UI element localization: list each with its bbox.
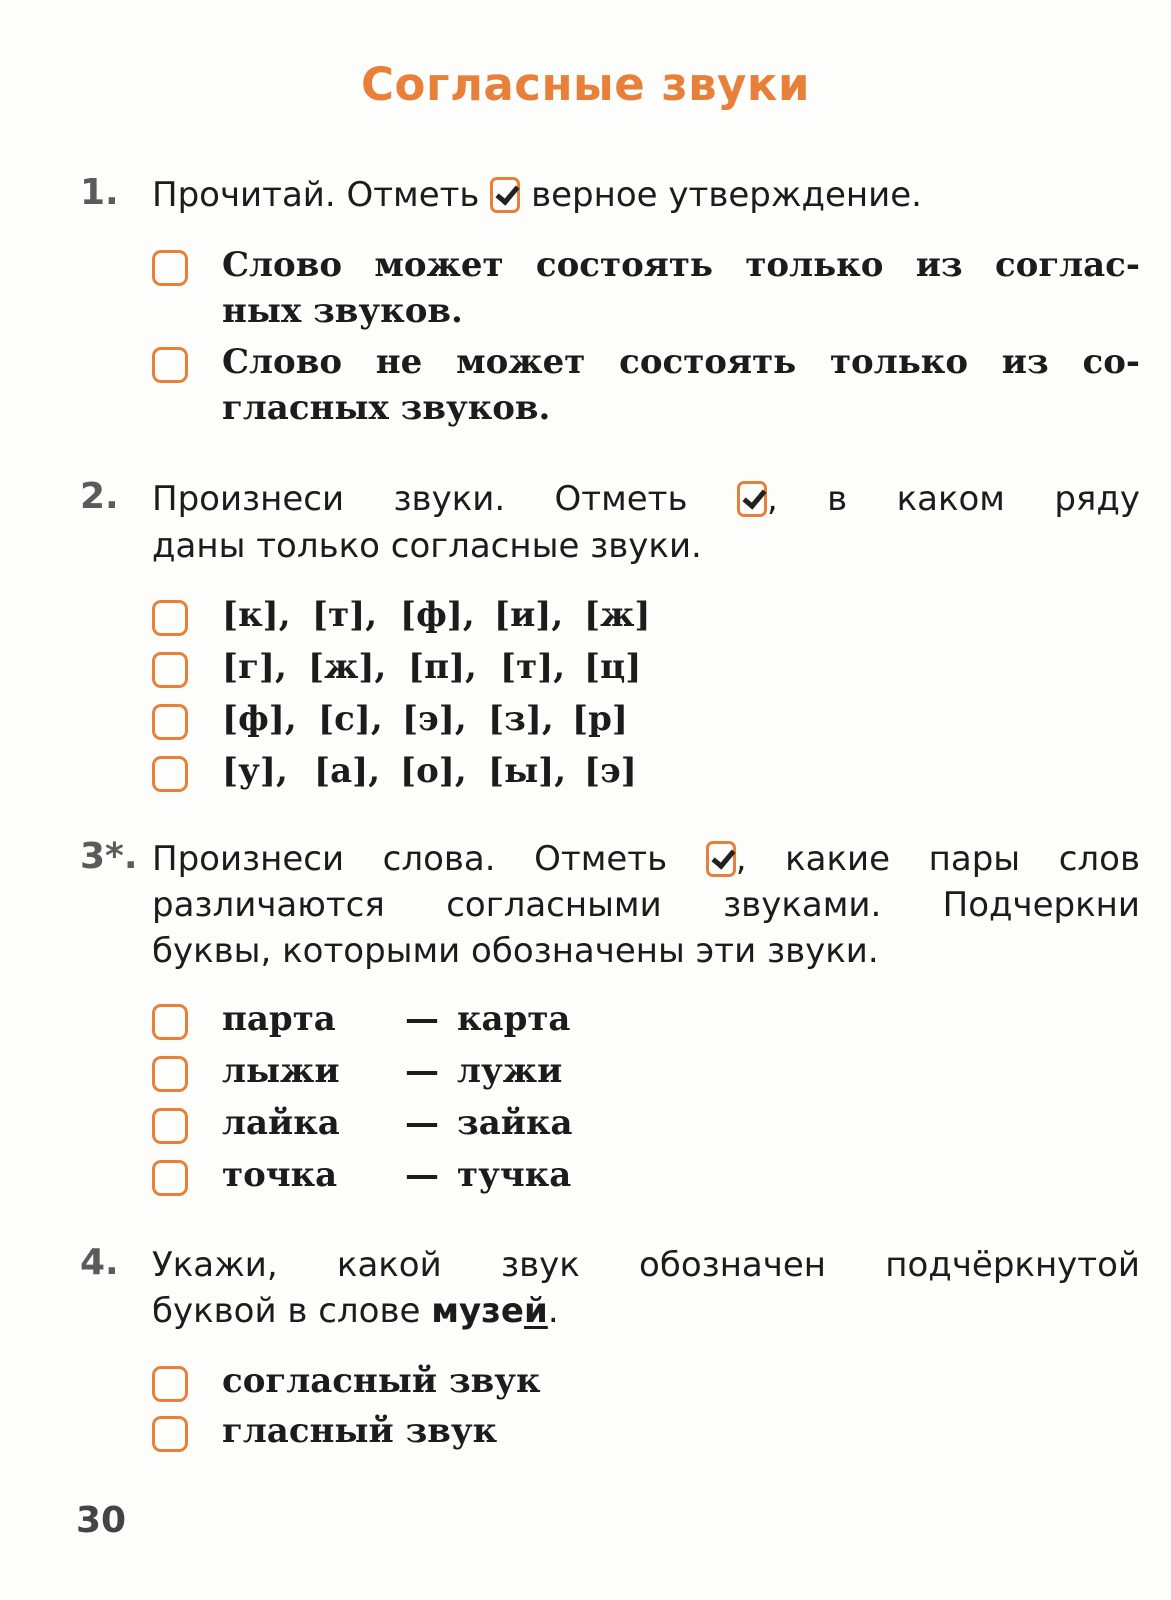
word: карта <box>457 999 571 1039</box>
sound-row <box>222 644 1140 690</box>
word-pair <box>222 1100 1140 1146</box>
checkbox[interactable] <box>152 1416 188 1452</box>
checkbox[interactable] <box>152 652 188 688</box>
dash: — <box>405 1103 439 1143</box>
task-instruction <box>152 476 1140 523</box>
option-text: согласный звук <box>222 1361 541 1401</box>
checkbox[interactable] <box>152 704 188 740</box>
word: точка <box>222 1155 338 1195</box>
option-text: гласных звуков. <box>222 388 551 428</box>
task-instruction: даны только согласные звуки. <box>152 526 702 566</box>
word-pair <box>222 1152 1140 1198</box>
word-pair <box>222 1048 1140 1094</box>
dash: — <box>405 999 439 1039</box>
page-title: Согласные звуки <box>361 58 810 111</box>
checkbox[interactable] <box>152 1108 188 1144</box>
checkbox[interactable] <box>152 756 188 792</box>
sound: [р] <box>572 699 628 739</box>
task-number: 3*. <box>80 836 138 877</box>
sound: [ф], <box>400 595 475 635</box>
page-number: 30 <box>76 1500 127 1541</box>
instruction-text: , в каком ряду <box>766 479 1141 519</box>
task-number: 2. <box>80 476 119 517</box>
sound: [т], <box>312 595 378 635</box>
sound: [ж], <box>308 647 387 687</box>
sound-row <box>222 592 1140 638</box>
sound: [и], <box>494 595 564 635</box>
task-number: 1. <box>80 172 119 213</box>
sound: [ж] <box>584 595 651 635</box>
underlined-letter: й <box>524 1291 548 1331</box>
word-pair <box>222 996 1140 1042</box>
word: лыжи <box>222 1051 340 1091</box>
instruction-text: Произнеси звуки. Отметь <box>152 479 688 519</box>
keyword <box>431 1291 548 1331</box>
option-text: Слово может состоять только из соглас- <box>222 245 1140 285</box>
task-instruction <box>152 836 1140 883</box>
sound: [т], <box>500 647 566 687</box>
dash: — <box>405 1051 439 1091</box>
sound: [з], <box>488 699 554 739</box>
sound: [у], <box>222 751 288 791</box>
sound: [о], <box>400 751 467 791</box>
word: парта <box>222 999 336 1039</box>
sound: [п], <box>408 647 477 687</box>
word: зайка <box>457 1103 573 1143</box>
word: тучка <box>457 1155 572 1195</box>
sound: [ц] <box>584 647 642 687</box>
checkbox[interactable] <box>152 1366 188 1402</box>
task-instruction: буквы, которыми обозначены эти звуки. <box>152 931 879 971</box>
task-number: 4. <box>80 1242 119 1283</box>
task-instruction: Укажи, какой звук обозначен подчёркнутой <box>152 1245 1140 1285</box>
sound: [г], <box>222 647 287 687</box>
instruction-text: Прочитай. Отметь <box>152 175 480 215</box>
word: лайка <box>222 1103 340 1143</box>
instruction-text: верное утверждение. <box>531 175 922 215</box>
sound: [ы], <box>488 751 567 791</box>
option-text: ных звуков. <box>222 291 463 331</box>
checkbox[interactable] <box>152 1004 188 1040</box>
option-text: гласный звук <box>222 1411 498 1451</box>
checkmark-icon <box>490 177 520 213</box>
task-instruction <box>152 172 1140 219</box>
instruction-text: . <box>547 1291 559 1331</box>
option-text: Слово не может состоять только из со- <box>222 342 1140 382</box>
checkbox[interactable] <box>152 347 188 383</box>
checkbox[interactable] <box>152 1056 188 1092</box>
task-instruction <box>152 1288 1140 1335</box>
task-instruction: различаются согласными звуками. Подчеркни <box>152 885 1140 925</box>
sound-row <box>222 696 1140 742</box>
sound: [э], <box>402 699 467 739</box>
word: лужи <box>457 1051 563 1091</box>
sound: [к], <box>222 595 291 635</box>
keyword-part: музе <box>431 1291 524 1331</box>
sound: [с], <box>318 699 383 739</box>
instruction-text: буквой в слове <box>152 1291 421 1331</box>
checkmark-icon <box>737 481 767 517</box>
checkbox[interactable] <box>152 250 188 286</box>
sound: [а], <box>314 751 381 791</box>
instruction-text: Произнеси слова. Отметь <box>152 839 668 879</box>
checkbox[interactable] <box>152 600 188 636</box>
checkmark-icon <box>706 841 736 877</box>
sound-row <box>222 748 1140 794</box>
sound: [ф], <box>222 699 297 739</box>
dash: — <box>405 1155 439 1195</box>
checkbox[interactable] <box>152 1160 188 1196</box>
instruction-text: , какие пары слов <box>735 839 1140 879</box>
sound: [э] <box>584 751 637 791</box>
